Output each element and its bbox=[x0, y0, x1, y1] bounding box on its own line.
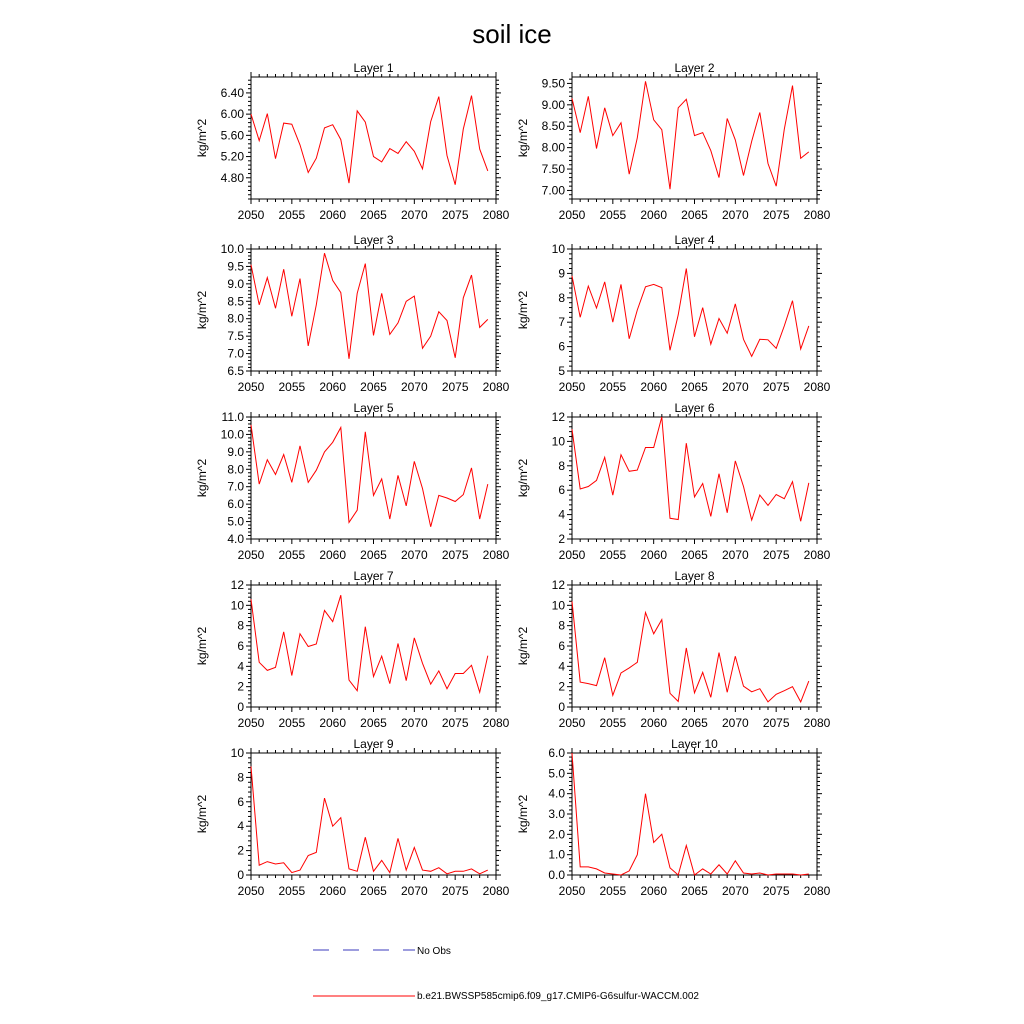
chart-panels bbox=[195, 61, 831, 898]
y-tick-label: 4 bbox=[558, 659, 565, 674]
y-tick-label: 2 bbox=[558, 679, 565, 694]
x-tick-label: 2055 bbox=[278, 380, 306, 394]
x-tick-label: 2060 bbox=[640, 380, 668, 394]
x-tick-label: 2070 bbox=[721, 548, 749, 562]
y-tick-label: 11.0 bbox=[221, 410, 244, 424]
x-tick-label: 2055 bbox=[599, 380, 627, 394]
y-axis-label: kg/m^2 bbox=[195, 290, 209, 330]
x-tick-label: 2080 bbox=[803, 380, 831, 394]
y-tick-label: 12 bbox=[551, 410, 565, 424]
y-tick-label: 12 bbox=[551, 578, 565, 592]
chart-panel-layer-2 bbox=[516, 61, 831, 222]
series-line bbox=[251, 425, 488, 527]
y-tick-label: 6.00 bbox=[220, 107, 244, 122]
y-tick-label: 7.00 bbox=[541, 183, 565, 198]
panel-title: Layer 1 bbox=[353, 61, 394, 75]
y-tick-label: 8 bbox=[237, 618, 244, 633]
x-tick-label: 2060 bbox=[319, 380, 347, 394]
y-tick-label: 8.50 bbox=[541, 119, 565, 134]
y-tick-label: 5.0 bbox=[227, 514, 244, 529]
x-tick-label: 2050 bbox=[558, 884, 586, 898]
y-axis-label: kg/m^2 bbox=[516, 290, 530, 330]
x-tick-label: 2050 bbox=[558, 380, 586, 394]
panel-title: Layer 4 bbox=[674, 233, 715, 247]
y-tick-label: 10 bbox=[551, 242, 565, 256]
x-tick-label: 2055 bbox=[599, 884, 627, 898]
series-line bbox=[572, 269, 809, 357]
chart-panel-layer-4 bbox=[516, 233, 831, 394]
panel-title: Layer 7 bbox=[353, 569, 394, 583]
y-tick-label: 2 bbox=[237, 679, 244, 694]
x-tick-label: 2055 bbox=[278, 884, 306, 898]
panel-title: Layer 2 bbox=[674, 61, 715, 75]
chart-panel-layer-7 bbox=[195, 569, 510, 730]
x-tick-label: 2065 bbox=[360, 716, 387, 730]
y-tick-label: 4.0 bbox=[227, 532, 244, 546]
plot-frame bbox=[251, 417, 496, 539]
y-tick-label: 4.0 bbox=[548, 786, 565, 801]
x-tick-label: 2070 bbox=[721, 716, 749, 730]
y-tick-label: 5.0 bbox=[548, 766, 565, 781]
x-tick-label: 2070 bbox=[400, 208, 428, 222]
plot-frame bbox=[251, 77, 496, 199]
y-tick-label: 2 bbox=[558, 532, 565, 546]
x-tick-label: 2070 bbox=[400, 548, 428, 562]
y-tick-label: 7.50 bbox=[541, 162, 565, 177]
y-tick-label: 9.5 bbox=[227, 259, 244, 274]
figure-title: soil ice bbox=[472, 19, 552, 49]
y-axis-label: kg/m^2 bbox=[195, 458, 209, 498]
x-tick-label: 2065 bbox=[681, 208, 708, 222]
y-tick-label: 10.0 bbox=[220, 242, 244, 256]
x-tick-label: 2050 bbox=[558, 208, 586, 222]
y-tick-label: 6 bbox=[237, 639, 244, 653]
x-tick-label: 2070 bbox=[721, 884, 749, 898]
y-tick-label: 8.00 bbox=[541, 140, 565, 155]
y-tick-label: 0.0 bbox=[548, 868, 565, 882]
x-tick-label: 2060 bbox=[640, 208, 668, 222]
x-tick-label: 2075 bbox=[762, 884, 790, 898]
y-tick-label: 1.0 bbox=[548, 847, 565, 862]
plot-frame bbox=[251, 249, 496, 371]
x-tick-label: 2055 bbox=[599, 208, 627, 222]
x-tick-label: 2075 bbox=[441, 884, 469, 898]
series-line bbox=[251, 595, 488, 692]
x-tick-label: 2065 bbox=[681, 548, 708, 562]
y-tick-label: 7 bbox=[558, 315, 565, 330]
x-tick-label: 2060 bbox=[640, 716, 668, 730]
y-tick-label: 0 bbox=[558, 700, 565, 714]
y-tick-label: 10 bbox=[230, 746, 244, 760]
x-tick-label: 2070 bbox=[400, 716, 428, 730]
plot-frame bbox=[251, 753, 496, 875]
series-line bbox=[572, 81, 809, 189]
x-tick-label: 2075 bbox=[762, 716, 790, 730]
y-axis-label: kg/m^2 bbox=[516, 794, 530, 834]
x-tick-label: 2070 bbox=[721, 380, 749, 394]
x-tick-label: 2080 bbox=[482, 884, 510, 898]
x-tick-label: 2055 bbox=[278, 716, 306, 730]
chart-panel-layer-10 bbox=[516, 737, 831, 898]
y-tick-label: 5.60 bbox=[220, 128, 244, 143]
x-tick-label: 2080 bbox=[482, 716, 510, 730]
x-tick-label: 2075 bbox=[441, 208, 469, 222]
y-tick-label: 10 bbox=[551, 598, 565, 613]
plot-frame bbox=[572, 753, 817, 875]
legend-no-obs-label: No Obs bbox=[417, 946, 451, 957]
y-tick-label: 8 bbox=[558, 290, 565, 305]
x-tick-label: 2060 bbox=[640, 548, 668, 562]
y-tick-label: 7.0 bbox=[227, 346, 244, 361]
x-tick-label: 2075 bbox=[762, 380, 790, 394]
x-tick-label: 2050 bbox=[558, 716, 586, 730]
y-tick-label: 9.0 bbox=[227, 276, 244, 291]
y-tick-label: 10.0 bbox=[220, 427, 244, 442]
y-tick-label: 6.5 bbox=[227, 364, 244, 378]
y-tick-label: 2.0 bbox=[548, 827, 565, 842]
panel-title: Layer 8 bbox=[674, 569, 715, 583]
x-tick-label: 2080 bbox=[482, 208, 510, 222]
chart-panel-layer-8 bbox=[516, 569, 831, 730]
plot-frame bbox=[251, 585, 496, 707]
series-line bbox=[251, 766, 488, 873]
panel-title: Layer 5 bbox=[353, 401, 394, 415]
x-tick-label: 2060 bbox=[319, 208, 347, 222]
y-tick-label: 6 bbox=[558, 339, 565, 354]
x-tick-label: 2065 bbox=[360, 380, 387, 394]
x-tick-label: 2050 bbox=[237, 716, 265, 730]
x-tick-label: 2080 bbox=[803, 548, 831, 562]
y-tick-label: 6 bbox=[237, 794, 244, 809]
x-tick-label: 2055 bbox=[278, 208, 306, 222]
series-line bbox=[572, 753, 809, 875]
x-tick-label: 2080 bbox=[482, 380, 510, 394]
x-tick-label: 2060 bbox=[319, 548, 347, 562]
y-tick-label: 8 bbox=[558, 618, 565, 633]
series-line bbox=[572, 601, 809, 702]
y-tick-label: 7.0 bbox=[227, 479, 244, 494]
y-tick-label: 4.80 bbox=[220, 170, 244, 185]
y-axis-label: kg/m^2 bbox=[516, 118, 530, 158]
x-tick-label: 2080 bbox=[482, 548, 510, 562]
plot-frame bbox=[572, 585, 817, 707]
x-tick-label: 2070 bbox=[400, 380, 428, 394]
y-tick-label: 6 bbox=[558, 639, 565, 653]
y-tick-label: 6 bbox=[558, 483, 565, 498]
x-tick-label: 2065 bbox=[360, 208, 387, 222]
y-tick-label: 9.0 bbox=[227, 444, 244, 459]
x-tick-label: 2080 bbox=[803, 884, 831, 898]
y-tick-label: 10 bbox=[230, 598, 244, 613]
chart-panel-layer-6 bbox=[516, 401, 831, 562]
y-tick-label: 9.00 bbox=[541, 97, 565, 112]
x-tick-label: 2055 bbox=[278, 548, 306, 562]
chart-panel-layer-3 bbox=[195, 233, 510, 394]
x-tick-label: 2075 bbox=[762, 548, 790, 562]
y-tick-label: 6.40 bbox=[220, 85, 244, 100]
series-line bbox=[572, 417, 809, 521]
y-axis-label: kg/m^2 bbox=[516, 458, 530, 498]
y-axis-label: kg/m^2 bbox=[516, 626, 530, 666]
x-tick-label: 2070 bbox=[721, 208, 749, 222]
x-tick-label: 2065 bbox=[681, 716, 708, 730]
y-tick-label: 3.0 bbox=[548, 807, 565, 821]
x-tick-label: 2050 bbox=[237, 884, 265, 898]
series-line bbox=[251, 96, 488, 185]
plot-frame bbox=[572, 77, 817, 199]
x-tick-label: 2050 bbox=[237, 380, 265, 394]
series-line bbox=[251, 253, 488, 359]
plot-frame bbox=[572, 249, 817, 371]
y-tick-label: 4 bbox=[237, 659, 244, 674]
x-tick-label: 2080 bbox=[803, 208, 831, 222]
chart-panel-layer-5 bbox=[195, 401, 510, 562]
y-tick-label: 10 bbox=[551, 434, 565, 449]
x-tick-label: 2055 bbox=[599, 548, 627, 562]
y-tick-label: 2 bbox=[237, 843, 244, 858]
chart-panel-layer-9 bbox=[195, 737, 510, 898]
chart-panel-layer-1 bbox=[195, 61, 510, 222]
x-tick-label: 2075 bbox=[441, 548, 469, 562]
y-tick-label: 6.0 bbox=[548, 746, 565, 760]
x-tick-label: 2075 bbox=[441, 716, 469, 730]
y-tick-label: 5.20 bbox=[220, 149, 244, 164]
x-tick-label: 2065 bbox=[681, 884, 708, 898]
y-tick-label: 9 bbox=[558, 266, 565, 281]
y-tick-label: 0 bbox=[237, 868, 244, 882]
y-tick-label: 12 bbox=[230, 578, 244, 592]
x-tick-label: 2075 bbox=[762, 208, 790, 222]
y-axis-label: kg/m^2 bbox=[195, 118, 209, 158]
x-tick-label: 2050 bbox=[237, 208, 265, 222]
y-tick-label: 8.0 bbox=[227, 462, 244, 477]
x-tick-label: 2060 bbox=[640, 884, 668, 898]
y-axis-label: kg/m^2 bbox=[195, 794, 209, 834]
panel-title: Layer 3 bbox=[353, 233, 394, 247]
x-tick-label: 2070 bbox=[400, 884, 428, 898]
y-tick-label: 8 bbox=[237, 770, 244, 785]
legend-series-label: b.e21.BWSSP585cmip6.f09_g17.CMIP6-G6sulfur-WACCM.002 bbox=[417, 991, 699, 1002]
x-tick-label: 2065 bbox=[360, 884, 387, 898]
x-tick-label: 2050 bbox=[558, 548, 586, 562]
y-tick-label: 8 bbox=[558, 458, 565, 473]
legend bbox=[313, 946, 699, 1002]
x-tick-label: 2080 bbox=[803, 716, 831, 730]
x-tick-label: 2050 bbox=[237, 548, 265, 562]
y-tick-label: 4 bbox=[558, 507, 565, 522]
y-tick-label: 8.0 bbox=[227, 311, 244, 326]
y-tick-label: 8.5 bbox=[227, 294, 244, 309]
y-tick-label: 9.50 bbox=[541, 76, 565, 91]
x-tick-label: 2075 bbox=[441, 380, 469, 394]
y-tick-label: 6.0 bbox=[227, 497, 244, 512]
y-axis-label: kg/m^2 bbox=[195, 626, 209, 666]
x-tick-label: 2065 bbox=[681, 380, 708, 394]
panel-title: Layer 9 bbox=[353, 737, 394, 751]
panel-title: Layer 6 bbox=[674, 401, 715, 415]
y-tick-label: 0 bbox=[237, 700, 244, 714]
x-tick-label: 2055 bbox=[599, 716, 627, 730]
y-tick-label: 7.5 bbox=[227, 329, 244, 344]
y-tick-label: 4 bbox=[237, 819, 244, 834]
x-tick-label: 2065 bbox=[360, 548, 387, 562]
x-tick-label: 2060 bbox=[319, 716, 347, 730]
y-tick-label: 5 bbox=[558, 364, 565, 378]
x-tick-label: 2060 bbox=[319, 884, 347, 898]
panel-title: Layer 10 bbox=[671, 737, 718, 751]
